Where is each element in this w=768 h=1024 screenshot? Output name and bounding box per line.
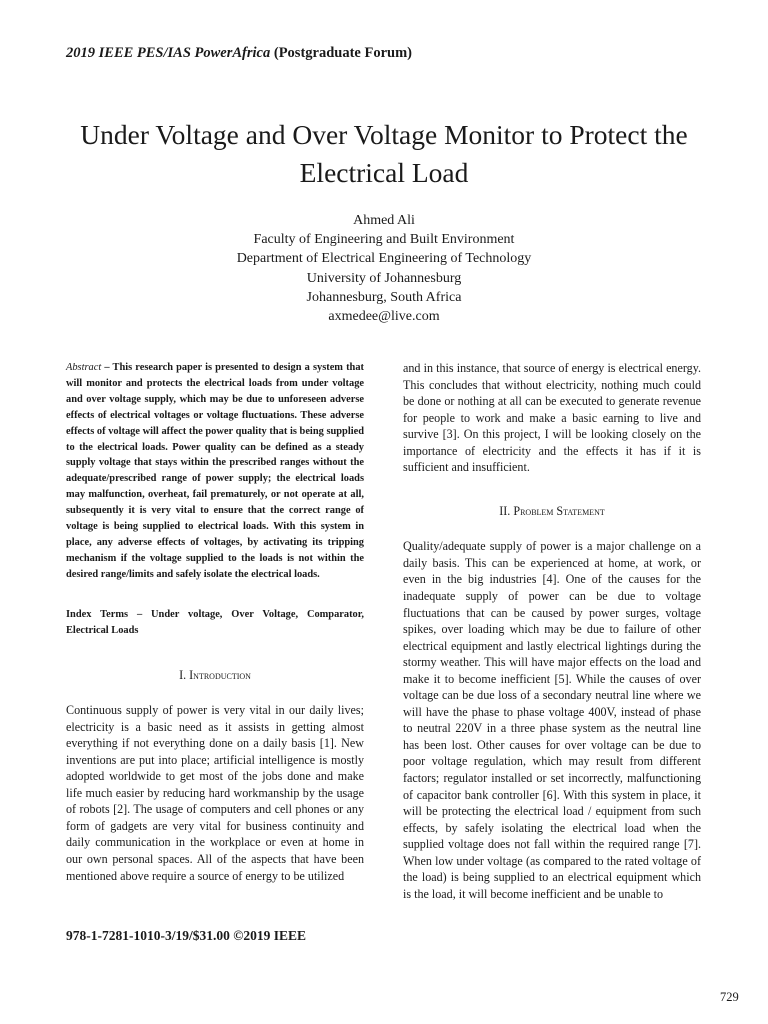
conference-name: 2019 IEEE PES/IAS PowerAfrica	[66, 45, 271, 61]
problem-statement-text: Quality/adequate supply of power is a major challenge on a daily basis. This can be experienced at home, at work, or even in the big industries [4]. One of the causes for the inadequate supply of power can be due to voltage fluctuations that can be caused by power surges, voltage spikes, over loading which may be due to failure of other electrical equipment and lastly electrical lightings during the stormy weather. This will have major effects on the load and make it to become inefficient [5]. While the causes of over voltage can be due loss of a secondary neutral line where we will have the phase to phase voltage 400V, instead of phase to neutral 220V in a three phase system as the neutral line has been lost. Other causes for over voltage can be due to poor voltage regulation, which may result from different factors; regulator installed or set incorrectly, malfunctioning of capacitor bank controller [6]. With this system in place, it will be protecting the electrical load / equipment from such effects, by safely isolating the electrical load when the supplied voltage does not fall within the required range [7]. When low under voltage (as compared to the rated voltage of the load) is being supplied to an electrical equipment which is the load, it will become inefficient and be unable to	[403, 539, 701, 901]
section-heading-introduction: I. Introduction	[179, 667, 251, 682]
page-number: 729	[720, 990, 739, 1004]
author-name: Ahmed Ali	[353, 213, 415, 228]
index-terms: Index Terms – Under voltage, Over Voltage, Comparator, Electrical Loads	[66, 608, 364, 636]
right-column	[403, 360, 701, 902]
introduction-continued-text: and in this instance, that source of energy is electrical energy. This concludes that without electricity, nothing much could be done or nothing at all can be executed to generate revenue for people to work and make a basic earning to live and survive [3]. On this project, I will be looking closely on the importance of electricity and the effects it has if it is sufficient and insufficient.	[403, 361, 701, 475]
isbn-footer: 978-1-7281-1010-3/19/$31.00 ©2019 IEEE	[66, 928, 306, 943]
section-heading-problem-statement: II. Problem Statement	[499, 503, 605, 518]
author-university: University of Johannesburg	[306, 270, 462, 286]
author-email: axmedee@live.com	[328, 309, 440, 325]
left-column	[66, 360, 364, 884]
abstract-text: – This research paper is presented to design a system that will monitor and protects the electrical loads from under voltage and over voltage supply, which may be due to unforeseen adverse effects of electrical voltages or voltage fluctuations. These adverse effects of voltage will affect the power quality that is being supplied to the electrical loads. Power quality can be defined as a steady supply voltage that stays within the prescribed ranges without the adequate/prescribed range of power supply; the electrical loads may malfunction, overheat, fail prematurely, or not operate at all, subsequently it is very vital to ensure that the correct range of voltage is being supplied to electrical loads. With this system in place, any adverse effects of voltages, by activating its tripping mechanism if the voltage supplied to the loads is not within the desired range/limits and safely isolate the electrical loads.	[66, 362, 364, 580]
author-location: Johannesburg, South Africa	[306, 289, 462, 305]
author-faculty: Faculty of Engineering and Built Environment	[253, 232, 515, 248]
conference-forum: (Postgraduate Forum)	[270, 45, 413, 61]
author-department: Department of Electrical Engineering of Technology	[236, 251, 532, 267]
conference-header	[66, 45, 412, 62]
abstract	[66, 360, 364, 583]
paper-title: Under Voltage and Over Voltage Monitor to Protect the Electrical Load	[80, 119, 688, 188]
introduction-text: Continuous supply of power is very vital in our daily lives; electricity is a basic need as it assists in getting almost everything if not everything done on a daily basis [1]. New inventions are put into place; artificial intelligence is mostly adopted worldwide to get most of the jobs done and make life much easier by reducing hard workmanship by the usage of robots [2]. The usage of computers and cell phones or any form of gadgets are very vital for business continuity and daily communication in the workplace or even at home in our own personal spaces. All of the aspects that have been mentioned above require a source of energy to be utilized	[66, 703, 364, 883]
abstract-label: Abstract	[66, 362, 102, 373]
author-block	[40, 211, 728, 326]
